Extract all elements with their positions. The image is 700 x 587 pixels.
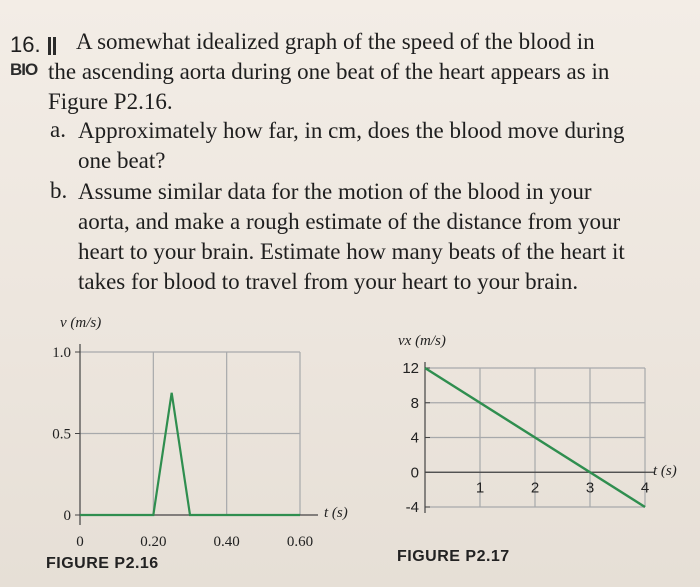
problem-number: 16. bbox=[10, 32, 41, 57]
figure-p2-17-caption: FIGURE P2.17 bbox=[397, 548, 510, 565]
problem-text-line-1: A somewhat idealized graph of the speed of the blood in bbox=[76, 29, 595, 54]
fig17-y-axis-label: vx (m/s) bbox=[398, 333, 446, 349]
fig17-y-tick-label: 4 bbox=[410, 429, 419, 447]
fig16-x-axis-label: t (s) bbox=[324, 505, 348, 521]
part-b-line-2: aorta, and make a rough estimate of the distance from your bbox=[78, 209, 621, 234]
difficulty-bar-2 bbox=[53, 37, 56, 55]
fig16-y-tick-label: 0.5 bbox=[52, 426, 71, 443]
fig17-x-tick-label: 1 bbox=[475, 479, 485, 497]
fig17-y-tick-label: 8 bbox=[410, 394, 419, 412]
fig16-x-tick-label: 0.20 bbox=[140, 534, 167, 550]
figure-p2-16-caption: FIGURE P2.16 bbox=[46, 555, 159, 572]
problem-text-line-3: Figure P2.16. bbox=[48, 89, 173, 114]
part-a-line-1: Approximately how far, in cm, does the blood move during bbox=[78, 118, 625, 143]
part-a-label: a. bbox=[50, 117, 66, 142]
fig16-y-tick-label: 0 bbox=[63, 508, 71, 524]
fig16-axes bbox=[80, 344, 318, 525]
fig17-x-tick-label: 4 bbox=[640, 479, 650, 497]
fig17-y-tick-label: 12 bbox=[402, 360, 419, 377]
fig16-x-tick-label: 0.60 bbox=[286, 534, 314, 550]
fig16-y-tick-label: 1.0 bbox=[52, 345, 71, 361]
fig16-y-axis-label: v (m/s) bbox=[60, 315, 102, 331]
fig16-series bbox=[80, 393, 300, 515]
part-b-label: b. bbox=[50, 178, 68, 203]
bio-tag: BIO bbox=[10, 60, 38, 79]
fig17-x-tick-label: 3 bbox=[585, 479, 595, 497]
figure-p2-17-chart bbox=[360, 320, 700, 540]
part-b-line-1: Assume similar data for the motion of the blood in your bbox=[78, 179, 592, 204]
fig17-y-tick-label: -4 bbox=[405, 499, 419, 516]
fig17-x-axis-label: t (s) bbox=[653, 463, 677, 479]
part-b-line-3: heart to your brain. Estimate how many beats of the heart it bbox=[78, 239, 625, 264]
part-b-line-4: takes for blood to travel from your heart to your brain. bbox=[78, 269, 579, 294]
fig17-x-tick-label: 2 bbox=[530, 479, 540, 497]
fig16-ticks bbox=[52, 345, 313, 550]
difficulty-bar-1 bbox=[48, 37, 51, 55]
fig16-x-tick-label: 0.40 bbox=[213, 534, 240, 550]
fig16-grid bbox=[80, 352, 300, 515]
fig16-x-tick-label: 0 bbox=[76, 534, 84, 550]
part-a-line-2: one beat? bbox=[78, 148, 166, 173]
problem-text-line-2: the ascending aorta during one beat of the heart appears as in bbox=[48, 59, 610, 84]
fig17-y-tick-label: 0 bbox=[410, 464, 419, 482]
fig16-velocity-line bbox=[80, 393, 300, 515]
figure-p2-16-chart bbox=[0, 300, 360, 550]
